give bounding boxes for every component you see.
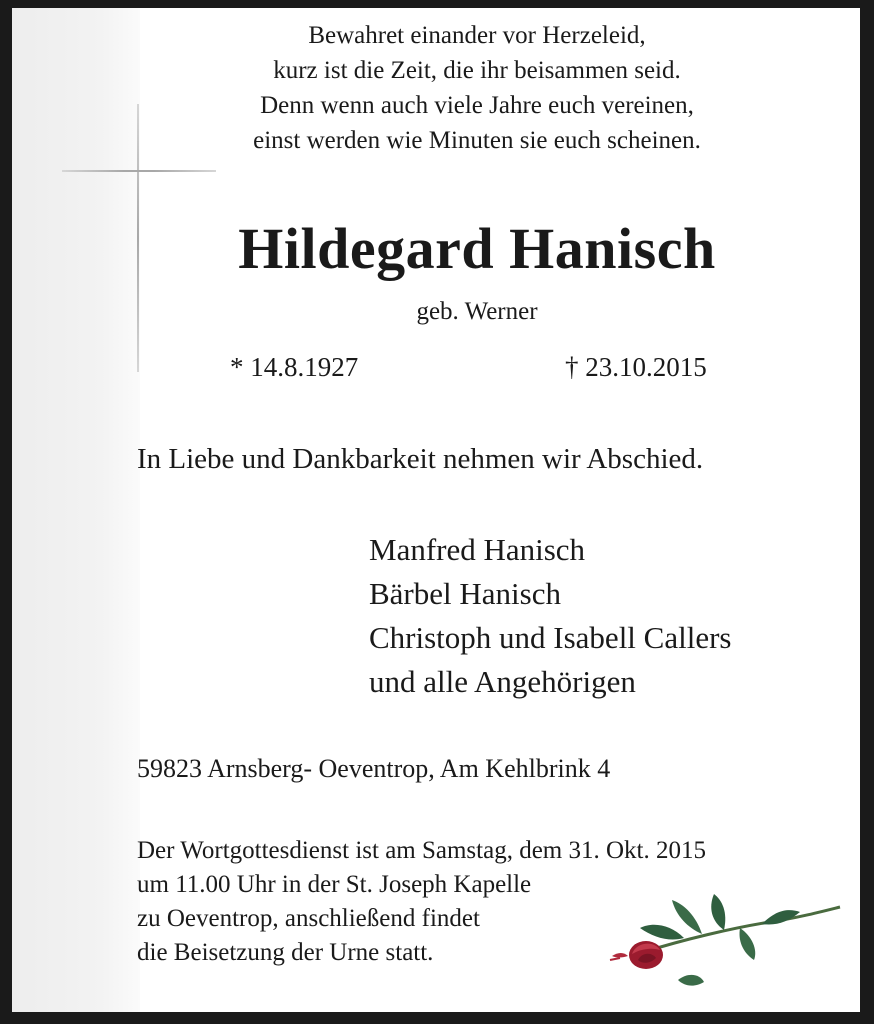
cross-icon-horizontal-beam [62, 170, 216, 172]
service-line: die Beisetzung der Urne statt. [137, 939, 434, 966]
mourner-name: und alle Angehörigen [369, 664, 636, 699]
service-line: zu Oeventrop, anschließend findet [137, 905, 480, 932]
service-line: Der Wortgottesdienst ist am Samstag, dem 31. Okt. 2015 [137, 837, 706, 864]
poem-line: Denn wenn auch viele Jahre euch vereinen, [260, 92, 694, 119]
address: 59823 Arnsberg- Oeventrop, Am Kehlbrink 4 [137, 754, 611, 783]
rose-icon [592, 880, 842, 1000]
farewell-text: In Liebe und Dankbarkeit nehmen wir Abschied. [137, 443, 704, 475]
birth-date: * 14.8.1927 [230, 352, 359, 382]
left-shading [12, 8, 140, 1012]
maiden-name: geb. Werner [416, 298, 538, 325]
mourner-name: Christoph und Isabell Callers [369, 620, 732, 655]
mourners-list [369, 528, 731, 704]
poem [152, 18, 802, 158]
mourner-name: Manfred Hanisch [369, 532, 586, 567]
poem-line: Bewahret einander vor Herzeleid, [308, 22, 646, 49]
deceased-name: Hildegard Hanisch [238, 216, 716, 281]
death-date: † 23.10.2015 [565, 352, 707, 382]
service-line: um 11.00 Uhr in der St. Joseph Kapelle [137, 871, 532, 898]
mourner-name: Bärbel Hanisch [369, 576, 561, 611]
cross-icon-vertical-beam [137, 104, 139, 372]
poem-line: einst werden wie Minuten sie euch scheinen. [253, 127, 701, 154]
obituary-notice [12, 8, 860, 1012]
poem-line: kurz ist die Zeit, die ihr beisammen seid. [273, 57, 681, 84]
